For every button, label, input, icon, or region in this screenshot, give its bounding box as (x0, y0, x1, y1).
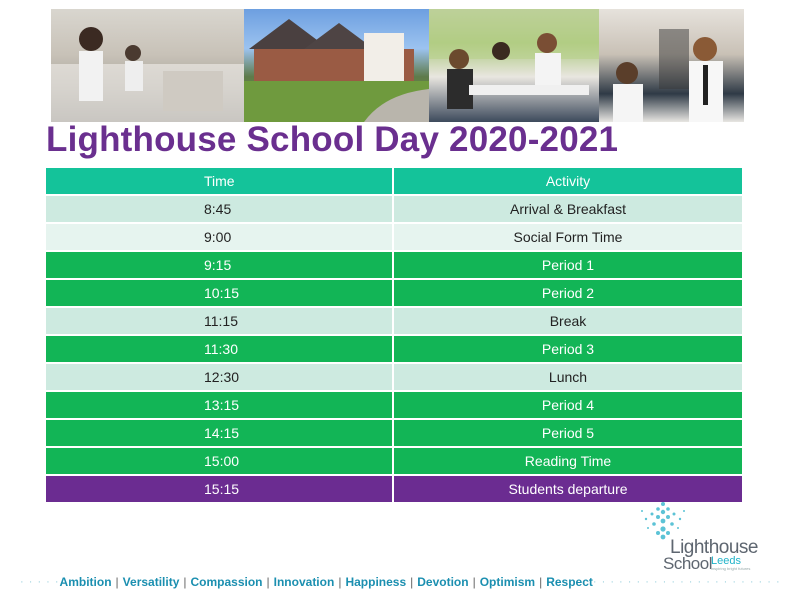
separator: | (266, 575, 270, 589)
dotted-rule-left: · · · · · (20, 576, 60, 588)
value-devotion: Devotion (417, 575, 469, 589)
logo-tagline: inspiring bright futures (711, 566, 751, 571)
table-row (45, 307, 743, 335)
activity-cell: Period 1 (393, 251, 743, 279)
activity-cell: Students departure (393, 475, 743, 503)
lighthouse-school-logo (626, 500, 776, 572)
table-row (45, 447, 743, 475)
activity-cell: Period 4 (393, 391, 743, 419)
header-time: Time (45, 167, 393, 195)
activity-cell: Period 2 (393, 279, 743, 307)
time-cell: 15:00 (45, 447, 393, 475)
time-cell: 8:45 (45, 195, 393, 223)
time-cell: 13:15 (45, 391, 393, 419)
activity-cell: Reading Time (393, 447, 743, 475)
activity-cell: Lunch (393, 363, 743, 391)
value-compassion: Compassion (190, 575, 263, 589)
values-strip (20, 573, 781, 591)
logo-city: Leeds (711, 555, 741, 567)
photo-school-building (244, 9, 429, 122)
separator: | (472, 575, 476, 589)
table-row (45, 251, 743, 279)
table-row (45, 335, 743, 363)
logo-school: School (663, 554, 712, 573)
value-ambition: Ambition (59, 575, 112, 589)
time-cell: 14:15 (45, 419, 393, 447)
timetable (44, 166, 744, 504)
activity-cell: Break (393, 307, 743, 335)
time-cell: 12:30 (45, 363, 393, 391)
separator: | (183, 575, 187, 589)
header-photo-strip (51, 9, 744, 122)
logo-name: Lighthouse (670, 537, 758, 558)
value-optimism: Optimism (479, 575, 536, 589)
activity-cell: Period 3 (393, 335, 743, 363)
activity-cell: Arrival & Breakfast (393, 195, 743, 223)
table-row (45, 279, 743, 307)
table-header-row (45, 167, 743, 195)
table-row (45, 391, 743, 419)
time-cell: 11:30 (45, 335, 393, 363)
time-cell: 15:15 (45, 475, 393, 503)
activity-cell: Social Form Time (393, 223, 743, 251)
value-respect: Respect (546, 575, 593, 589)
time-cell: 9:15 (45, 251, 393, 279)
activity-cell: Period 5 (393, 419, 743, 447)
table-row (45, 475, 743, 503)
time-cell: 9:00 (45, 223, 393, 251)
value-versatility: Versatility (122, 575, 180, 589)
header-activity: Activity (393, 167, 743, 195)
lighthouse-dots-icon (634, 500, 692, 542)
dotted-rule-right: · · · · · · · · · · · · · · · · · · · · · · (592, 576, 781, 588)
photo-students-high-five (599, 9, 744, 122)
value-innovation: Innovation (273, 575, 335, 589)
photo-classroom-table (429, 9, 599, 122)
separator: | (338, 575, 342, 589)
separator: | (115, 575, 119, 589)
table-row (45, 419, 743, 447)
value-happiness: Happiness (345, 575, 407, 589)
separator: | (410, 575, 414, 589)
page-title: Lighthouse School Day 2020-2021 (46, 120, 619, 159)
photo-kitchen-class (51, 9, 244, 122)
table-row (45, 195, 743, 223)
time-cell: 10:15 (45, 279, 393, 307)
separator: | (539, 575, 543, 589)
table-row (45, 223, 743, 251)
time-cell: 11:15 (45, 307, 393, 335)
table-row (45, 363, 743, 391)
